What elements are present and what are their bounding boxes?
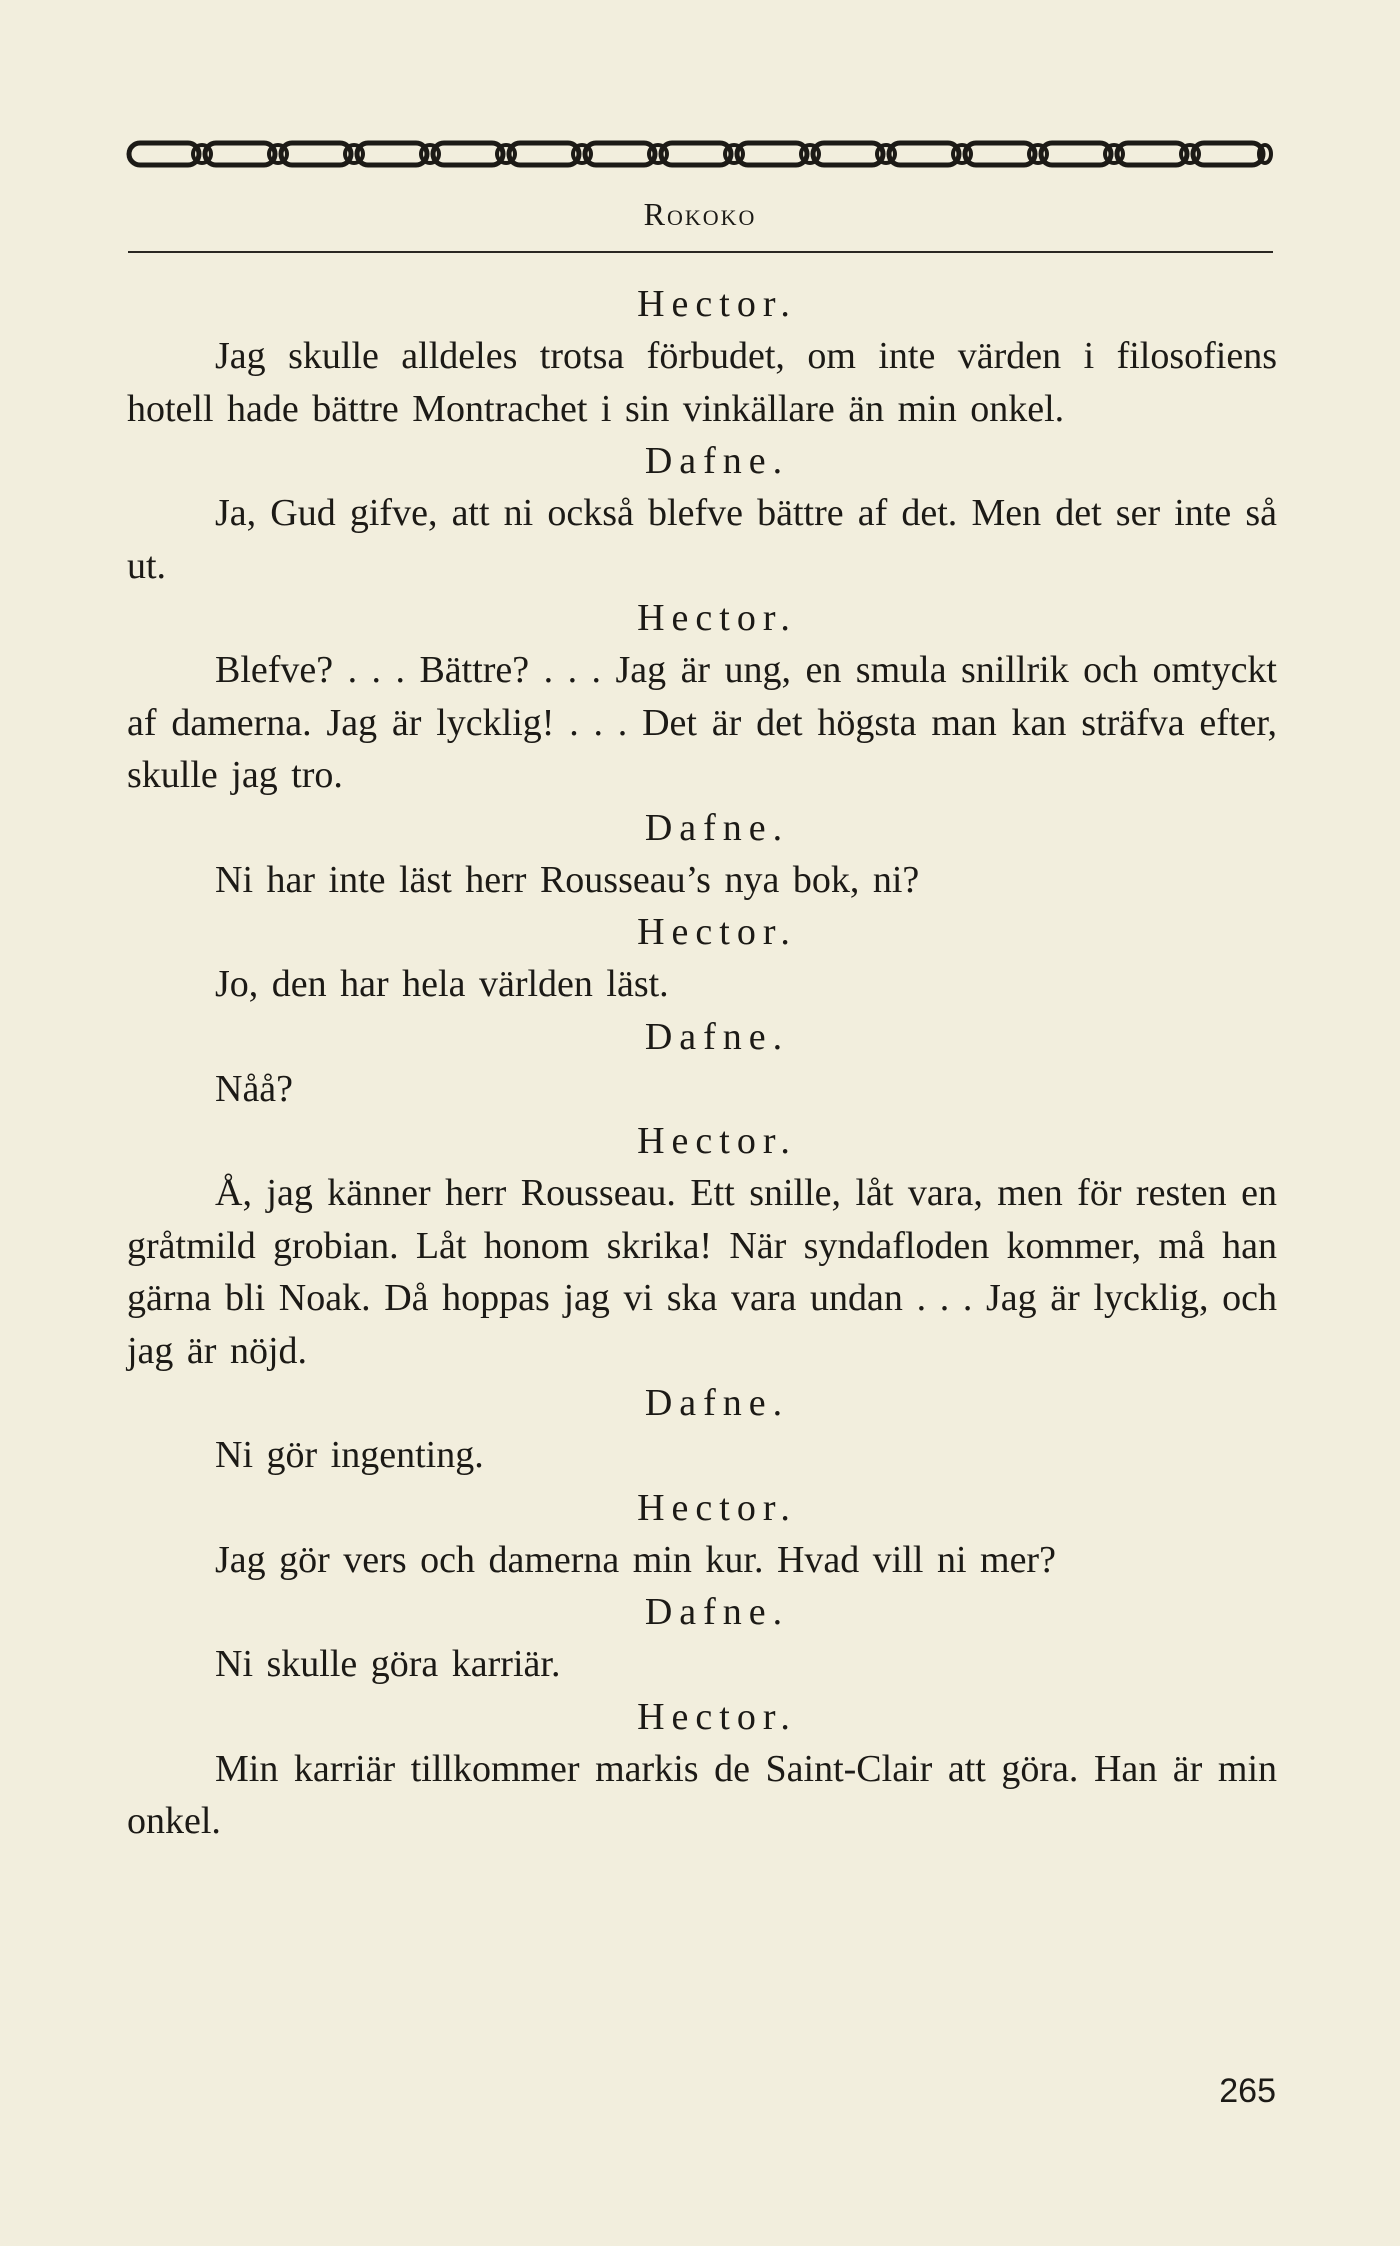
speech-text: Nåå? (215, 1067, 294, 1110)
speaker-name: Dafne. (644, 806, 790, 849)
speaker-name: Dafne. (644, 1591, 790, 1633)
ornamental-chain-border (125, 137, 1273, 171)
speech-text: Ja, Gud gifve, att ni också blefve bättre af det. Men det ser inte så ut. (127, 492, 1277, 587)
speech-text: Jag skulle alldeles trotsa förbudet, om inte värden i filosofiens hotell hade bättre Montrachet i sin vinkällare än min onkel. (127, 335, 1277, 430)
speech-text: Å, jag känner herr Rousseau. Ett snille, låt vara, men för resten en gråtmild grobian. Låt honom skrika! När syndafloden kommer, må han gärna bli Noak. Då hoppas jag vi ska vara undan . . . Jag är lycklig, och jag är nöjd. (127, 1172, 1277, 1372)
speech-text: Jag gör vers och damerna min kur. Hvad vill ni mer? (215, 1538, 1056, 1581)
speaker-name: Hector. (637, 1120, 797, 1162)
speaker-name: Dafne. (644, 440, 790, 482)
speech-text: Ni har inte läst herr Rousseau’s nya bok, ni? (215, 858, 920, 901)
speaker-name: Hector. (637, 597, 797, 639)
header-rule (128, 251, 1273, 253)
page-number: 265 (1219, 2072, 1276, 2110)
speaker-name: Hector. (637, 1486, 797, 1529)
play-dialogue (127, 278, 1277, 1848)
speaker-name: Dafne. (644, 1015, 790, 1058)
speaker-name: Hector. (637, 911, 797, 953)
speech-text: Jo, den har hela världen läst. (215, 963, 669, 1005)
speaker-name: Hector. (637, 283, 797, 325)
speaker-name: Hector. (637, 1695, 797, 1738)
running-title: Rokoko (643, 196, 757, 232)
speech-text: Ni gör ingenting. (215, 1434, 484, 1476)
speech-text: Min karriär tillkommer markis de Saint-Clair att göra. Han är min onkel. (127, 1747, 1277, 1842)
speech-text: Ni skulle göra karriär. (215, 1643, 561, 1685)
speech-text: Blefve? . . . Bättre? . . . Jag är ung, en smula snillrik och omtyckt af damerna. Jag är lycklig! . . . Det är det högsta man kan sträfva efter, skulle jag tro. (127, 649, 1277, 796)
speaker-name: Dafne. (644, 1382, 790, 1424)
